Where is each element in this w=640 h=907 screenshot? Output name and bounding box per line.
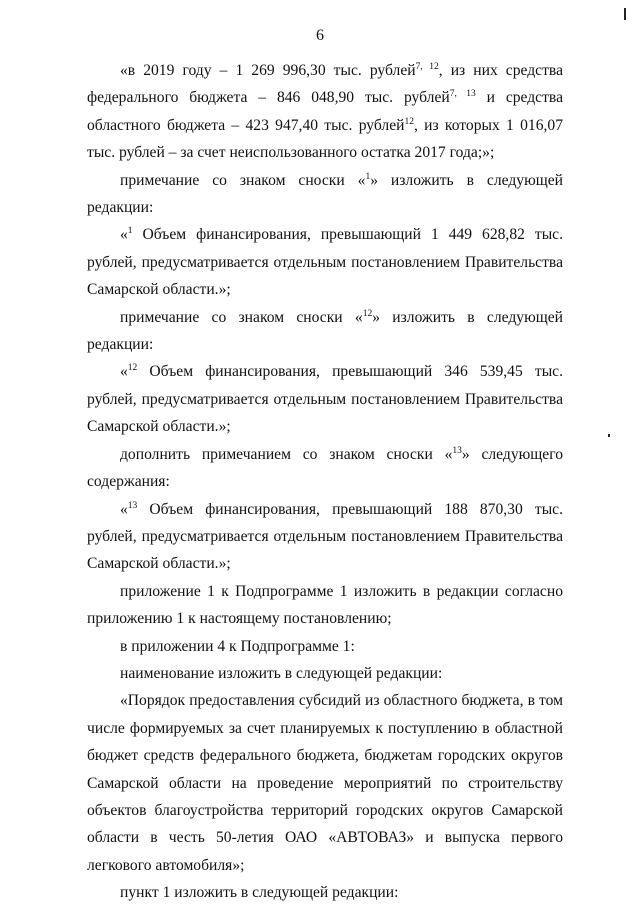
paragraph-footnote12-text: [87, 358, 563, 440]
text-run: , из которых 1 016,07 тыс. рублей – за счет неиспользованного остатка 2017 года;»;: [87, 116, 563, 162]
footnote-ref: 12: [362, 308, 373, 319]
text-run: и средства областного бюджета – 423 947,40 тыс. рублей: [87, 89, 564, 134]
footnote-ref: 13: [127, 500, 138, 511]
paragraph-footnote13-text: [87, 496, 563, 578]
footnote-ref: 1: [365, 171, 371, 182]
text-run: примечание со знаком сноски «: [120, 171, 366, 189]
paragraph-title-instruction: [87, 660, 563, 687]
text-run: «Порядок предоставления субсидий из областного бюджета, в том числе формируемых за счет планируемых к поступлению в областной бюджет средств федерального бюджета, бюджетам городских округов Самарской области на проведение мероприятий по строительству объектов благоустройства территорий городских округов Самарской области в честь 50-летия ОАО «АВТОВАЗ» и выпуска первого легкового автомобиля»;: [87, 692, 563, 874]
page-number: 6: [316, 27, 324, 44]
footnote-ref: 12: [127, 363, 138, 374]
scan-mark: [608, 434, 610, 437]
text-run: примечание со знаком сноски «: [120, 308, 363, 326]
text-run: наименование изложить в следующей редакции:: [120, 664, 443, 682]
text-run: , из них средства федерального бюджета – 846 048,90 тыс. рублей: [87, 62, 563, 107]
footnote-ref: 13: [452, 445, 462, 456]
paragraph-item1-instruction: [87, 879, 563, 906]
text-run: приложение 1 к Подпрограмме 1 изложить в редакции согласно приложению 1 к настоящему постановлению;: [87, 582, 563, 628]
text-run: пункт 1 изложить в следующей редакции:: [120, 884, 399, 902]
paragraph-footnote1-instruction: [87, 167, 563, 222]
text-run: «в 2019 году – 1 269 996,30 тыс. рублей: [120, 62, 416, 79]
footnote-ref: 12: [404, 116, 414, 127]
text-run: «: [120, 226, 128, 244]
paragraph-procedure-title: [87, 687, 563, 879]
footnote-ref: 7, 12: [415, 62, 439, 72]
text-run: Объем финансирования, превышающий 1 449 628,82 тыс. рублей, предусматривается отдельным постановлением Правительства Самарской области.»;: [87, 226, 563, 299]
paragraph-footnote13-instruction: [87, 441, 563, 496]
paragraph-appendix4: [87, 633, 563, 660]
footnote-ref: 7, 13: [449, 89, 476, 100]
paragraph-appendix1: [87, 578, 563, 633]
text-run: » изложить в следующей редакции:: [87, 308, 563, 354]
text-run: «: [120, 363, 128, 381]
text-run: » изложить в следующей редакции:: [87, 171, 563, 217]
text-run: » следующего содержания:: [87, 445, 563, 491]
footnote-ref: 1: [127, 226, 133, 237]
document-body: [87, 57, 563, 907]
text-run: «: [120, 500, 128, 518]
text-run: Объем финансирования, превышающий 346 539,45 тыс. рублей, предусматривается отдельным постановлением Правительства Самарской области.»;: [87, 363, 563, 436]
text-run: Объем финансирования, превышающий 188 870,30 тыс. рублей, предусматривается отдельным постановлением Правительства Самарской области.»;: [87, 500, 563, 573]
text-run: в приложении 4 к Подпрограмме 1:: [120, 637, 355, 655]
paragraph-footnote1-text: [87, 221, 563, 303]
text-run: дополнить примечанием со знаком сноски «: [120, 445, 453, 463]
paragraph-2019-funding: [87, 57, 563, 167]
paragraph-footnote12-instruction: [87, 304, 563, 359]
scan-mark: [624, 8, 626, 20]
